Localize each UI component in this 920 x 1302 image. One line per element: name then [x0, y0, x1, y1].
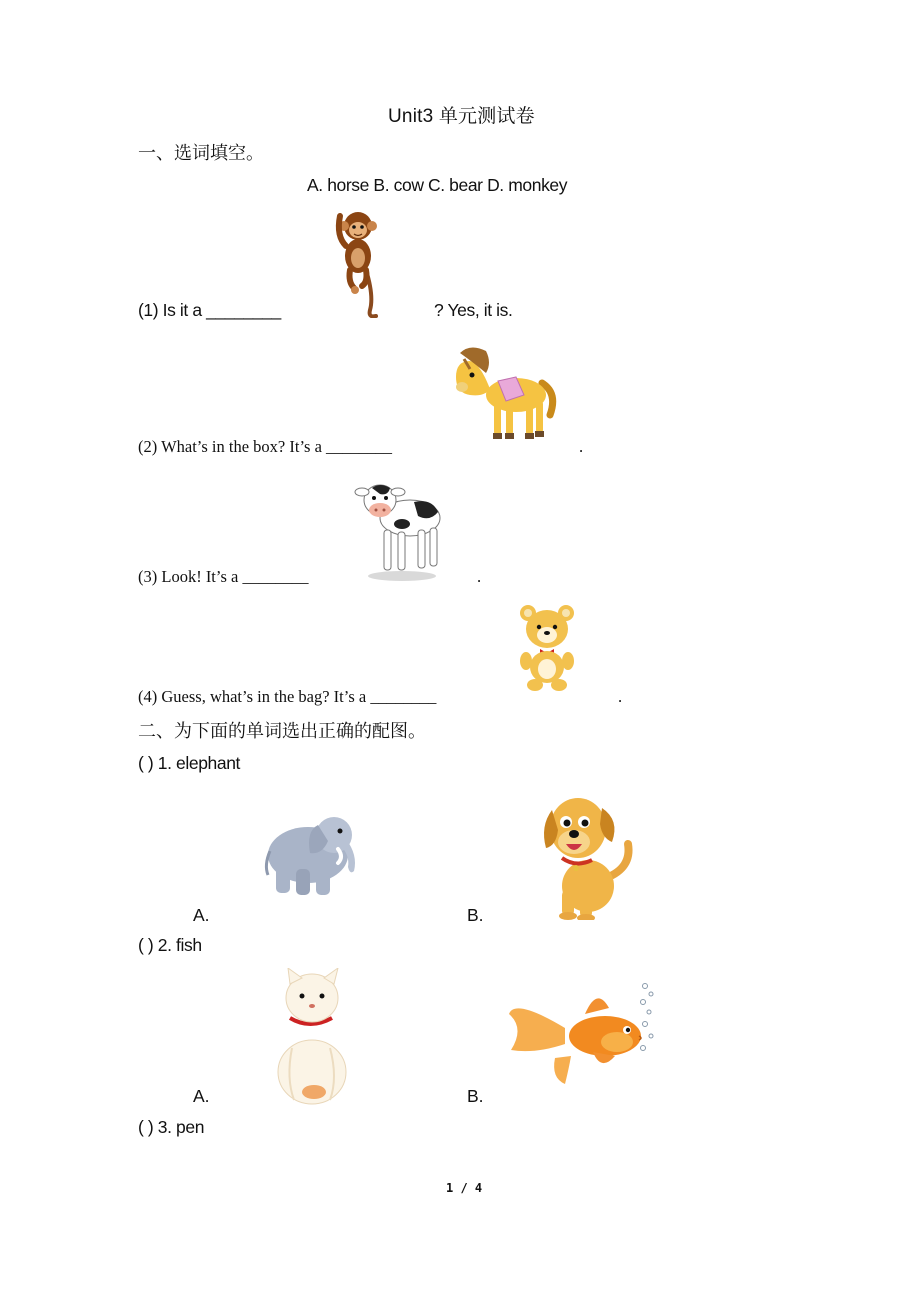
horse-icon	[450, 343, 560, 443]
item-2-option-a: A.	[193, 1086, 210, 1106]
goldfish-icon	[505, 978, 665, 1086]
question-1-text: (1) Is it a ________	[138, 300, 281, 320]
page-title: Unit3 单元测试卷	[388, 106, 535, 127]
item-3-label: ( ) 3. pen	[138, 1117, 205, 1137]
monkey-icon	[330, 206, 395, 318]
dog-icon	[540, 790, 636, 920]
page-number: 1 / 4	[446, 1181, 483, 1195]
question-1-suffix: ? Yes, it is.	[434, 300, 513, 320]
item-1-option-a: A.	[193, 905, 210, 925]
question-3-suffix: .	[477, 567, 482, 586]
item-2-option-b: B.	[467, 1086, 484, 1106]
cat-icon	[270, 968, 356, 1106]
section1-heading: 一、选词填空。	[138, 143, 264, 164]
item-1-option-b: B.	[467, 905, 484, 925]
question-2-text: (2) What’s in the box? It’s a ________	[138, 437, 393, 456]
question-4-suffix: .	[618, 687, 623, 706]
question-4-text: (4) Guess, what’s in the bag? It’s a ________	[138, 687, 437, 706]
section2-heading: 二、为下面的单词选出正确的配图。	[138, 721, 426, 742]
bear-icon	[518, 603, 576, 691]
elephant-icon	[262, 805, 364, 901]
word-options: A. horse B. cow C. bear D. monkey	[307, 175, 568, 195]
item-1-label: ( ) 1. elephant	[138, 753, 240, 773]
cow-icon	[352, 478, 444, 582]
question-2-suffix: .	[579, 437, 584, 456]
question-3-text: (3) Look! It’s a ________	[138, 567, 309, 586]
item-2-label: ( ) 2. fish	[138, 935, 202, 955]
